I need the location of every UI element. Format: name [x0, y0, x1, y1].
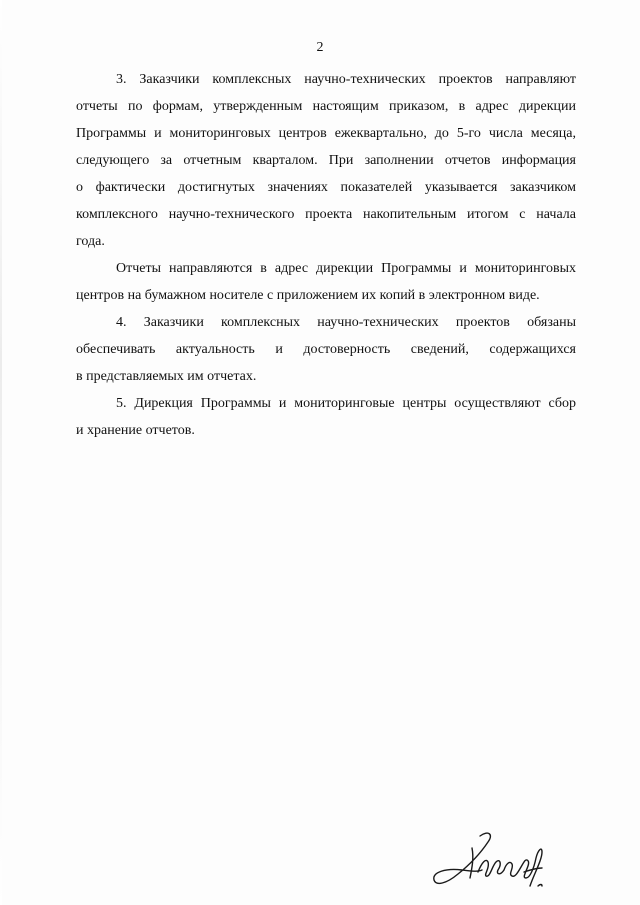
paragraph-line: 5. Дирекция Программы и мониторинговые центры осуществляют сбор — [116, 396, 576, 411]
paragraph-reports-delivery — [76, 255, 576, 309]
document-body — [76, 66, 576, 444]
paragraph-line: и хранение отчетов. — [76, 423, 195, 438]
handwritten-signature — [428, 828, 558, 898]
paragraph-line: 3. Заказчики комплексных научно-технических проектов направляют — [116, 72, 576, 87]
scan-edge — [0, 0, 2, 905]
paragraph-line: о фактически достигнутых значениях показателей указывается заказчиком — [76, 180, 576, 195]
paragraph-item-4 — [76, 309, 576, 390]
paragraph-item-5 — [76, 390, 576, 444]
paragraph-line: 4. Заказчики комплексных научно-технических проектов обязаны — [116, 315, 576, 330]
page-number: 2 — [316, 40, 324, 55]
paragraph-line: центров на бумажном носителе с приложением их копий в электронном виде. — [76, 288, 540, 303]
paragraph-line: Отчеты направляются в адрес дирекции Программы и мониторинговых — [116, 261, 576, 276]
paragraph-item-3 — [76, 66, 576, 255]
paragraph-line: Программы и мониторинговых центров ежеквартально, до 5-го числа месяца, — [76, 126, 576, 141]
paragraph-line: отчеты по формам, утвержденным настоящим приказом, в адрес дирекции — [76, 99, 576, 114]
paragraph-line: следующего за отчетным кварталом. При заполнении отчетов информация — [76, 153, 576, 168]
paragraph-line: года. — [76, 234, 105, 249]
paragraph-line: комплексного научно-технического проекта накопительным итогом с начала — [76, 207, 576, 222]
paragraph-line: обеспечивать актуальность и достоверность сведений, содержащихся — [76, 342, 576, 357]
paragraph-line: в представляемых им отчетах. — [76, 369, 257, 384]
